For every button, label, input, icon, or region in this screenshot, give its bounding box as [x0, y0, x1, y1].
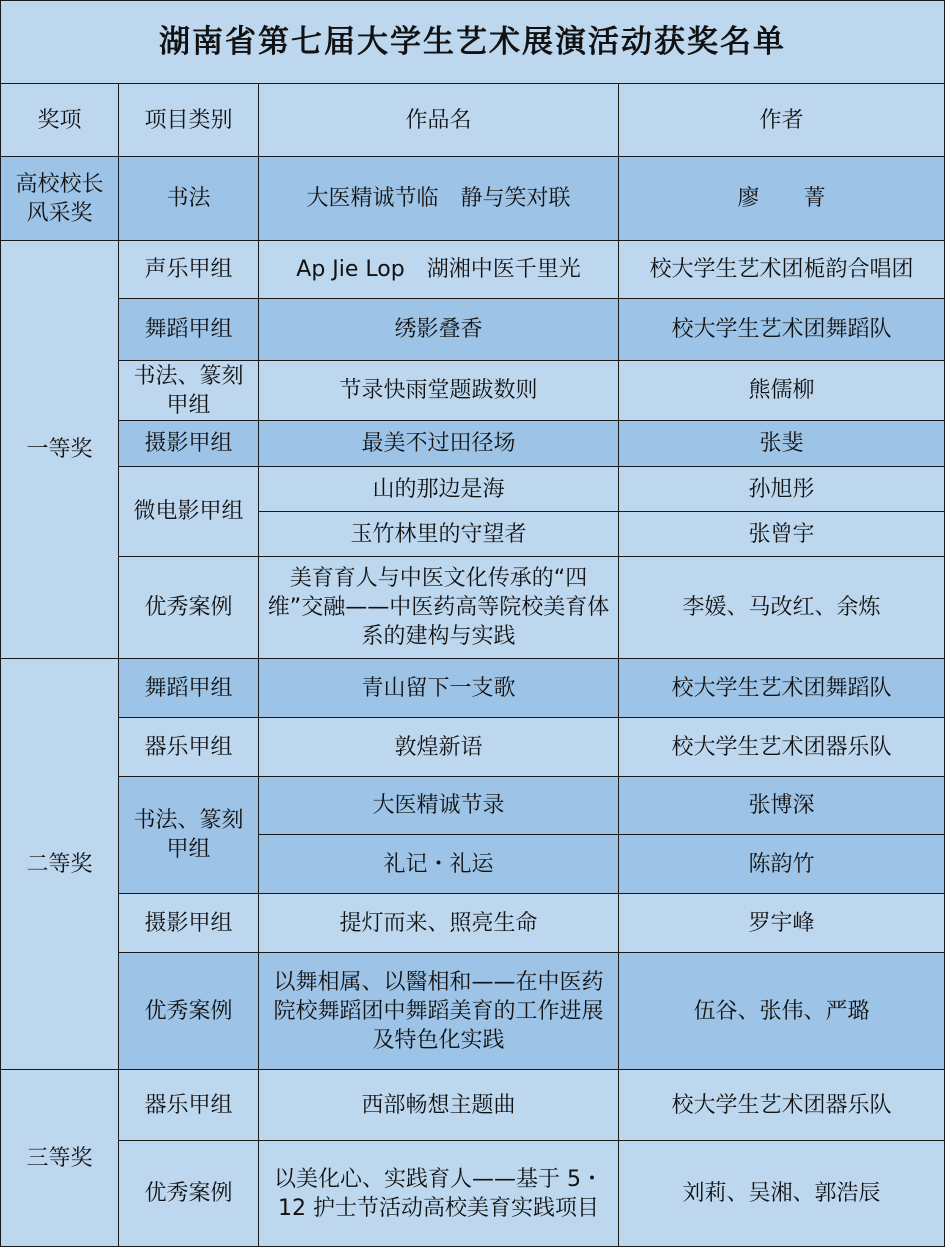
author-cell: 伍谷、张伟、严璐: [619, 953, 945, 1070]
header-work: 作品名: [259, 84, 619, 157]
author-cell: 张博深: [619, 777, 945, 835]
work-cell: 礼记・礼运: [259, 835, 619, 894]
work-cell: 大医精诚节录: [259, 777, 619, 835]
table-row: [1, 467, 945, 512]
table-row: [1, 1141, 945, 1247]
work-cell: 绣影叠香: [259, 299, 619, 361]
author-cell: 张斐: [619, 421, 945, 467]
table-row: [1, 659, 945, 718]
work-cell: 以美化心、实践育人——基于 5・12 护士节活动高校美育实践项目: [259, 1141, 619, 1247]
work-cell: 以舞相属、以醫相和——在中医药院校舞蹈团中舞蹈美育的工作进展及特色化实践: [259, 953, 619, 1070]
header-author: 作者: [619, 84, 945, 157]
category-cell: 优秀案例: [119, 557, 259, 659]
category-cell: 书法、篆刻甲组: [119, 777, 259, 894]
table-row: [1, 299, 945, 361]
category-cell: 摄影甲组: [119, 421, 259, 467]
table-row: [1, 953, 945, 1070]
author-cell: 刘莉、吴湘、郭浩辰: [619, 1141, 945, 1247]
header-category: 项目类别: [119, 84, 259, 157]
author-cell: 熊儒柳: [619, 361, 945, 421]
author-cell: 校大学生艺术团舞蹈队: [619, 299, 945, 361]
table-row: [1, 557, 945, 659]
category-cell: 器乐甲组: [119, 1070, 259, 1141]
category-cell: 舞蹈甲组: [119, 659, 259, 718]
award-third: 三等奖: [1, 1070, 119, 1247]
table-row: [1, 718, 945, 777]
work-cell: 青山留下一支歌: [259, 659, 619, 718]
table-row: [1, 157, 945, 241]
award-first: 一等奖: [1, 241, 119, 659]
category-cell: 摄影甲组: [119, 894, 259, 953]
page-title: 湖南省第七届大学生艺术展演活动获奖名单: [1, 1, 945, 84]
table-row: [1, 361, 945, 421]
work-cell: 西部畅想主题曲: [259, 1070, 619, 1141]
work-cell: 美育育人与中医文化传承的“四维”交融——中医药高等院校美育体系的建构与实践: [259, 557, 619, 659]
award-second: 二等奖: [1, 659, 119, 1070]
work-cell: 最美不过田径场: [259, 421, 619, 467]
category-cell: 声乐甲组: [119, 241, 259, 299]
table-row: [1, 1070, 945, 1141]
header-award: 奖项: [1, 84, 119, 157]
work-cell: Ap Jie Lop 湖湘中医千里光: [259, 241, 619, 299]
table-row: [1, 894, 945, 953]
table-row: [1, 421, 945, 467]
work-cell: 提灯而来、照亮生命: [259, 894, 619, 953]
author-cell: 李媛、马改红、余炼: [619, 557, 945, 659]
award-principal: 高校校长风采奖: [1, 157, 119, 241]
work-cell: 山的那边是海: [259, 467, 619, 512]
work-cell: 玉竹林里的守望者: [259, 512, 619, 557]
work-cell: 大医精诚节临 静与笑对联: [259, 157, 619, 241]
author-cell: 校大学生艺术团舞蹈队: [619, 659, 945, 718]
table-row: [1, 241, 945, 299]
author-cell: 廖 菁: [619, 157, 945, 241]
table-row: [1, 777, 945, 835]
author-cell: 校大学生艺术团器乐队: [619, 1070, 945, 1141]
work-cell: 敦煌新语: [259, 718, 619, 777]
work-cell: 节录快雨堂题跋数则: [259, 361, 619, 421]
category-cell: 器乐甲组: [119, 718, 259, 777]
author-cell: 张曾宇: [619, 512, 945, 557]
author-cell: 校大学生艺术团栀韵合唱团: [619, 241, 945, 299]
category-cell: 优秀案例: [119, 953, 259, 1070]
category-cell: 舞蹈甲组: [119, 299, 259, 361]
author-cell: 陈韵竹: [619, 835, 945, 894]
author-cell: 罗宇峰: [619, 894, 945, 953]
category-cell: 微电影甲组: [119, 467, 259, 557]
category-cell: 书法: [119, 157, 259, 241]
category-cell: 优秀案例: [119, 1141, 259, 1247]
author-cell: 孙旭彤: [619, 467, 945, 512]
author-cell: 校大学生艺术团器乐队: [619, 718, 945, 777]
category-cell: 书法、篆刻甲组: [119, 361, 259, 421]
